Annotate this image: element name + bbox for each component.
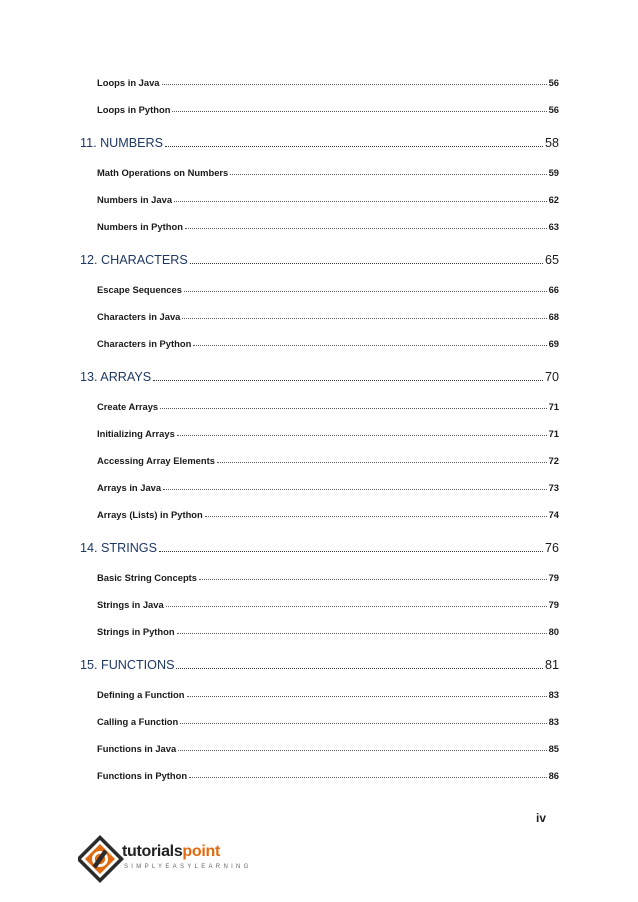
toc-entry-label: Escape Sequences (97, 284, 182, 295)
toc-chapter-page: 76 (544, 541, 559, 555)
toc-entry-numbers-in-python[interactable] (97, 221, 559, 232)
toc-entry-arrays-in-python[interactable] (97, 509, 559, 520)
toc-entry-label: Characters in Python (97, 338, 192, 349)
toc-entry-label: Numbers in Java (97, 194, 173, 205)
toc-entry-label: Characters in Java (97, 311, 181, 322)
toc-entry-label: Functions in Java (97, 743, 177, 754)
toc-entry-characters-in-java[interactable] (97, 311, 559, 322)
toc-entry-math-operations[interactable] (97, 167, 559, 178)
toc-entry-functions-in-python[interactable] (97, 770, 559, 781)
toc-entry-label: Strings in Python (97, 626, 175, 637)
toc-entry-page: 66 (548, 284, 559, 295)
toc-entry-page: 56 (548, 104, 559, 115)
toc-entry-label: Loops in Python (97, 104, 171, 115)
toc-entry-page: 83 (548, 689, 559, 700)
toc-entry-page: 85 (548, 743, 559, 754)
logo-prefix: tutorials (122, 843, 183, 860)
toc-entry-strings-in-python[interactable] (97, 626, 559, 637)
toc-chapter-functions[interactable] (80, 658, 559, 672)
dot-leader (177, 633, 547, 634)
toc-entry-label: Arrays (Lists) in Python (97, 509, 203, 520)
toc-entry-loops-in-python[interactable] (97, 104, 559, 115)
dot-leader (166, 606, 547, 607)
toc-chapter-strings[interactable] (80, 541, 559, 555)
toc-entry-arrays-in-java[interactable] (97, 482, 559, 493)
dot-leader (174, 201, 547, 202)
toc-entry-label: Loops in Java (97, 77, 160, 88)
dot-leader (189, 777, 546, 778)
dot-leader (153, 380, 543, 381)
dot-leader (172, 111, 546, 112)
toc-entry-label: Functions in Python (97, 770, 188, 781)
toc-entry-page: 69 (548, 338, 559, 349)
toc-chapter-label: 15. FUNCTIONS (80, 658, 175, 672)
toc-entry-defining-a-function[interactable] (97, 689, 559, 700)
toc-entry-escape-sequences[interactable] (97, 284, 559, 295)
toc-entry-page: 63 (548, 221, 559, 232)
toc-entry-loops-in-java[interactable] (97, 77, 559, 88)
toc-entry-label: Arrays in Java (97, 482, 162, 493)
toc-entry-page: 73 (548, 482, 559, 493)
dot-leader (177, 435, 547, 436)
logo-tagline: SIMPLYEASYLEARNING (124, 864, 252, 870)
dot-leader (162, 84, 547, 85)
toc-entry-page: 74 (548, 509, 559, 520)
toc-entry-page: 79 (548, 572, 559, 583)
toc-entry-basic-string-concepts[interactable] (97, 572, 559, 583)
toc-chapter-characters[interactable] (80, 253, 559, 267)
toc-chapter-page: 65 (544, 253, 559, 267)
toc-entry-label: Calling a Function (97, 716, 179, 727)
toc-entry-page: 71 (548, 428, 559, 439)
toc-entry-page: 83 (548, 716, 559, 727)
toc-entry-page: 80 (548, 626, 559, 637)
toc-entry-label: Accessing Array Elements (97, 455, 215, 466)
toc-chapter-label: 12. CHARACTERS (80, 253, 188, 267)
dot-leader (159, 551, 543, 552)
dot-leader (230, 174, 546, 175)
dot-leader (185, 228, 547, 229)
toc-entry-page: 68 (548, 311, 559, 322)
dot-leader (165, 146, 543, 147)
toc-entry-page: 56 (548, 77, 559, 88)
toc-entry-characters-in-python[interactable] (97, 338, 559, 349)
page-number: iv (536, 811, 547, 825)
toc-entry-label: Create Arrays (97, 401, 159, 412)
dot-leader (205, 516, 547, 517)
toc-entry-calling-a-function[interactable] (97, 716, 559, 727)
toc-entry-create-arrays[interactable] (97, 401, 559, 412)
toc-entry-strings-in-java[interactable] (97, 599, 559, 610)
dot-leader (163, 489, 546, 490)
dot-leader (178, 750, 546, 751)
toc-entry-functions-in-java[interactable] (97, 743, 559, 754)
toc-entry-page: 79 (548, 599, 559, 610)
toc-chapter-page: 81 (544, 658, 559, 672)
toc-entry-label: Defining a Function (97, 689, 185, 700)
dot-leader (160, 408, 546, 409)
toc-entry-accessing-array-elements[interactable] (97, 455, 559, 466)
dot-leader (176, 668, 543, 669)
dot-leader (190, 263, 543, 264)
toc-entry-label: Initializing Arrays (97, 428, 175, 439)
toc-entry-page: 59 (548, 167, 559, 178)
toc-chapter-arrays[interactable] (80, 370, 559, 384)
toc-chapter-page: 70 (544, 370, 559, 384)
toc-entry-label: Numbers in Python (97, 221, 183, 232)
dot-leader (187, 696, 547, 697)
toc-entry-label: Strings in Java (97, 599, 164, 610)
toc-entry-page: 62 (548, 194, 559, 205)
dot-leader (199, 579, 547, 580)
dot-leader (182, 318, 546, 319)
dot-leader (180, 723, 546, 724)
toc-chapter-label: 13. ARRAYS (80, 370, 152, 384)
toc-chapter-page: 58 (544, 136, 559, 150)
toc-entry-page: 71 (548, 401, 559, 412)
toc-entry-numbers-in-java[interactable] (97, 194, 559, 205)
toc-entry-label: Basic String Concepts (97, 572, 198, 583)
toc-entry-page: 86 (548, 770, 559, 781)
toc-entry-page: 72 (548, 455, 559, 466)
toc-entry-initializing-arrays[interactable] (97, 428, 559, 439)
toc-chapter-label: 14. STRINGS (80, 541, 157, 555)
toc-chapter-numbers[interactable] (80, 136, 559, 150)
logo-wordmark (122, 843, 220, 861)
logo-accent: point (182, 843, 221, 860)
toc-entry-label: Math Operations on Numbers (97, 167, 229, 178)
dot-leader (217, 462, 547, 463)
dot-leader (184, 291, 547, 292)
toc-chapter-label: 11. NUMBERS (80, 136, 164, 150)
dot-leader (193, 345, 546, 346)
